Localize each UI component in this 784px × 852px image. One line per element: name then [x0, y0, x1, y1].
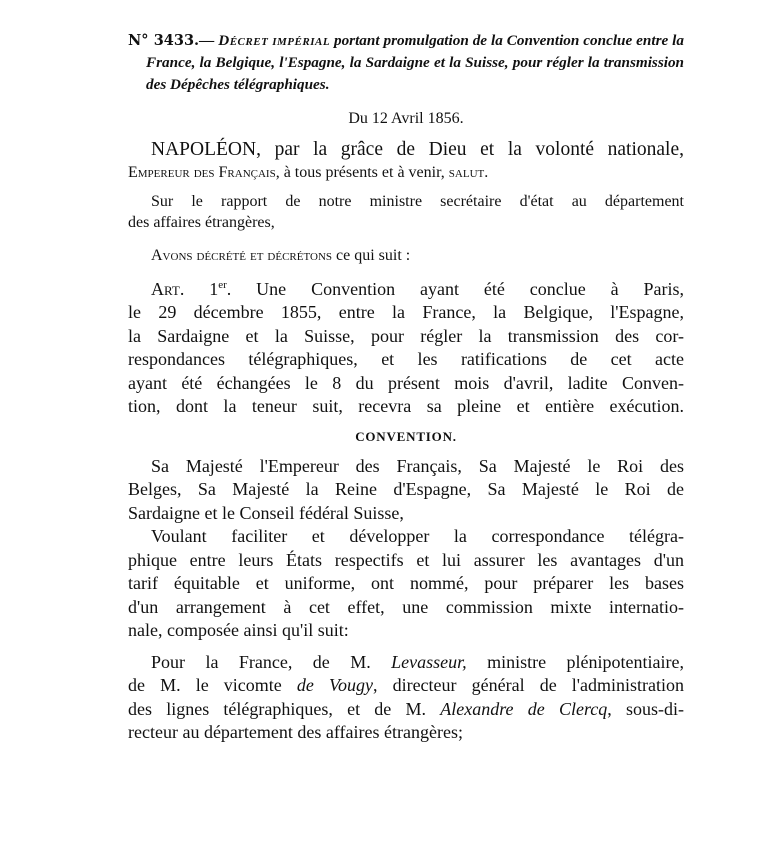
- name-de-vougy: de Vougy: [296, 675, 373, 695]
- convention-p3-line-2: [128, 674, 684, 698]
- p3-l2-c: , directeur général de l'administration: [372, 675, 685, 695]
- p3-l3-c: , sous-di-: [607, 698, 684, 719]
- convention-p2-line-4: d'un arrangement à cet effet, une commission mixte internatio-: [128, 596, 684, 617]
- convention-p2-line-3: tarif équitable et uniforme, ont nommé, pour préparer les bases: [128, 573, 684, 593]
- heading-title-1: portant promulgation de la Convention: [330, 32, 580, 49]
- document-body: [128, 30, 684, 745]
- preamble-line-1: NAPOLÉON, par la grâce de Dieu et la volonté nationale,: [151, 139, 684, 160]
- article-1: [128, 278, 684, 419]
- article-1-line-5: ayant été échangées le 8 du présent mois d'avril, ladite Conven-: [128, 372, 684, 393]
- p3-l1-a: Pour la France, de M.: [151, 651, 392, 672]
- p3-l1-c: ministre plénipotentiaire,: [466, 651, 685, 672]
- convention-p1-line-1: Sa Majesté l'Empereur des Français, Sa Majesté le Roi des: [151, 455, 684, 476]
- heading-title-3: Suisse, pour régler la transmission des Dépêches télégraphiques.: [146, 54, 684, 93]
- avons-suit: ce qui suit :: [332, 246, 411, 264]
- emperor-title: Empereur des Français: [128, 163, 276, 181]
- salut-word: salut.: [448, 163, 489, 181]
- article-text-1: . Une Convention ayant été conclue à Paris,: [226, 278, 684, 299]
- preamble: [128, 138, 684, 162]
- decree-heading: [128, 30, 684, 96]
- p3-l3-a: des lignes télégraphiques, et de M.: [128, 698, 441, 719]
- heading-title-2: conclue entre la France, la Belgique, l'Espagne, la Sardaigne et la: [146, 32, 684, 71]
- heading-decret: Décret: [218, 32, 269, 49]
- preamble-greeting: , à tous présents et à venir,: [275, 163, 449, 181]
- decree-date: Du 12 Avril 1856.: [348, 110, 464, 127]
- convention-p2-line-5: nale, composée ainsi qu'il suit:: [128, 620, 349, 640]
- convention-p3-line-4: recteur au département des affaires étrangères;: [128, 722, 463, 742]
- heading-imperial: impérial: [272, 32, 331, 49]
- article-label: Art. 1: [151, 278, 219, 299]
- decree-number: N° 3433.: [128, 32, 200, 49]
- convention-title: CONVENTION.: [355, 428, 457, 444]
- convention-p3-line-1: [128, 651, 684, 675]
- convention-p2-line-1: Voulant faciliter et développer la correspondance télégra-: [151, 526, 684, 546]
- convention-paragraph-1: [128, 455, 684, 526]
- article-sup: er: [218, 278, 227, 291]
- convention-paragraph-2: [128, 525, 684, 643]
- article-1-line-4: respondances télégraphiques, et les ratifications de cet acte: [128, 349, 684, 369]
- article-1-line-3: la Sardaigne et la Suisse, pour régler la transmission des cor-: [128, 325, 684, 346]
- avons-paragraph: [128, 245, 684, 266]
- article-1-line-1: [128, 278, 684, 302]
- article-1-line-2: le 29 décembre 1855, entre la France, la Belgique, l'Espagne,: [128, 302, 684, 322]
- heading-dash: —: [199, 32, 215, 49]
- article-1-line-6: tion, dont la teneur suit, recevra sa pleine et entière exécution.: [128, 396, 684, 416]
- p3-l2-a: de M. le vicomte: [128, 675, 297, 695]
- name-levasseur: Levasseur,: [391, 651, 467, 672]
- convention-p2-line-2: phique entre leurs États respectifs et lui assurer les avantages d'un: [128, 549, 684, 570]
- convention-p3-line-3: [128, 698, 684, 722]
- preamble-line-2: [128, 162, 684, 183]
- rapport-line-2: des affaires étrangères,: [128, 213, 275, 231]
- convention-paragraph-3: [128, 651, 684, 745]
- convention-p1-line-2: Belges, Sa Majesté la Reine d'Espagne, Sa Majesté le Roi de: [128, 479, 684, 499]
- rapport-paragraph: [128, 191, 684, 233]
- rapport-line-1: Sur le rapport de notre ministre secrétaire d'état au département: [151, 192, 684, 210]
- avons-decrete: Avons décrété et décrétons: [151, 246, 333, 264]
- name-alexandre-de-clercq: Alexandre de Clercq: [440, 698, 608, 719]
- convention-p1-line-3: Sardaigne et le Conseil fédéral Suisse,: [128, 502, 404, 523]
